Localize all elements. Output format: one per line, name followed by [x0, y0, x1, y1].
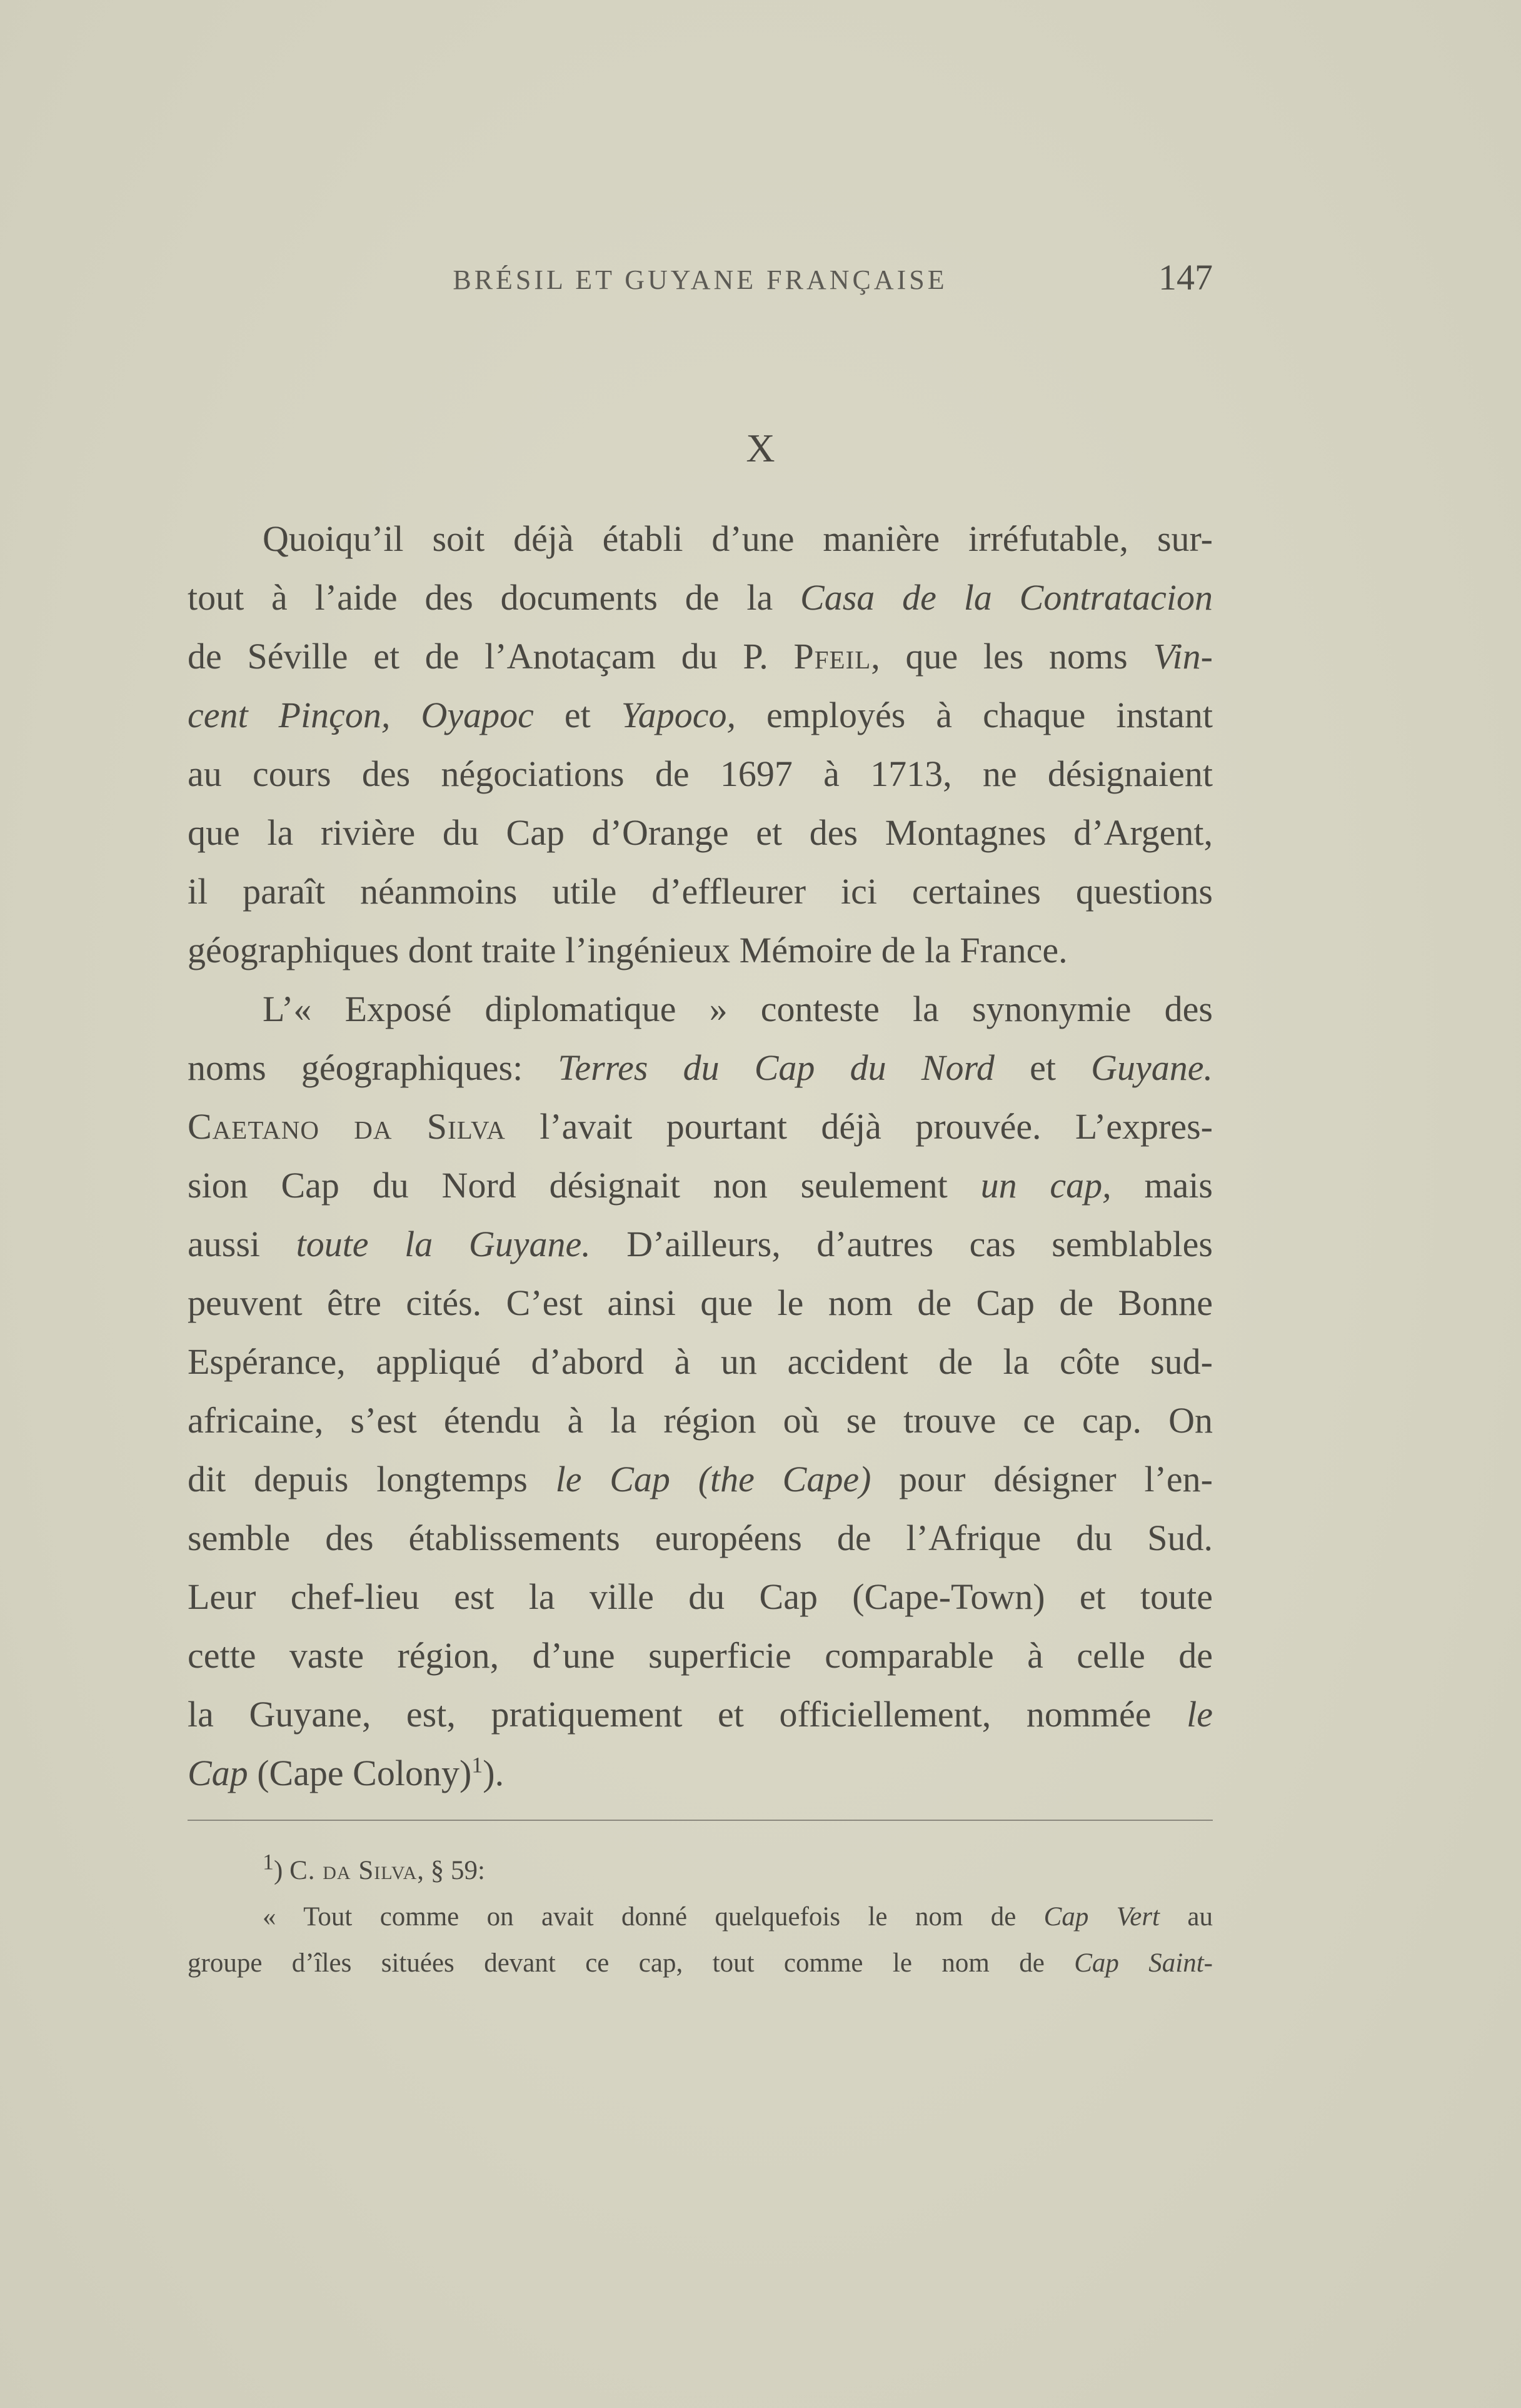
author-name: Caetano da Silva: [188, 1106, 506, 1147]
text-span: ).: [483, 1753, 504, 1793]
text-span: D’ailleurs, d’autres cas semblables: [590, 1224, 1213, 1264]
italic-span: Terres du Cap du Nord: [558, 1047, 995, 1088]
text-span: ): [274, 1856, 290, 1885]
text-line: [188, 921, 1213, 980]
text-span: noms géographiques:: [188, 1047, 558, 1088]
text-line: [188, 862, 1213, 921]
text-line: [188, 1039, 1213, 1097]
text-span: groupe d’îles situées devant ce cap, tout comme le nom de: [188, 1948, 1075, 1978]
footnote-line: [188, 1894, 1213, 1940]
italic-span: Vin-: [1153, 636, 1213, 677]
text-span: au cours des négociations de 1697 à 1713, ne désignaient: [188, 753, 1213, 794]
text-span: peuvent être cités. C’est ainsi que le nom de Cap de Bonne: [188, 1282, 1213, 1323]
text-line: [188, 1626, 1213, 1685]
text-line: [188, 980, 1213, 1039]
text-span: de Séville et de l’Anotaçam du P.: [188, 636, 794, 677]
text-span: L’« Exposé diplomatique » conteste la synonymie des: [263, 989, 1213, 1029]
text-span: mais: [1111, 1165, 1213, 1206]
footnote-rule: [188, 1820, 1213, 1821]
italic-span: Cap: [188, 1753, 248, 1793]
italic-span: cent Pinçon, Oyapoc: [188, 695, 534, 735]
running-header: [188, 256, 1213, 300]
footnote-ref: 1: [471, 1752, 483, 1778]
text-span: géographiques dont traite l’ingénieux Mémoire de la France.: [188, 930, 1068, 970]
text-span: il paraît néanmoins utile d’effleurer ici certaines questions: [188, 871, 1213, 912]
text-span: employés à chaque instant: [735, 695, 1213, 735]
text-line: [188, 510, 1213, 568]
text-span: sion Cap du Nord désignait non seulement: [188, 1165, 981, 1206]
text-line: [188, 568, 1213, 627]
text-line: [188, 1509, 1213, 1568]
text-line: [188, 1332, 1213, 1391]
text-span: et: [994, 1047, 1092, 1088]
text-line: [188, 745, 1213, 804]
footnotes: [188, 1848, 1213, 1987]
footnote-line: [188, 1848, 1213, 1894]
text-span: Leur chef-lieu est la ville du Cap (Cape-Town) et toute: [188, 1576, 1213, 1617]
chapter-number: X: [746, 426, 775, 470]
text-span: « Tout comme on avait donné quelquefois le nom de: [263, 1902, 1044, 1932]
text-span: et: [533, 695, 621, 735]
text-line: [188, 1450, 1213, 1509]
text-line: [188, 1097, 1213, 1156]
text-span: tout à l’aide des documents de la: [188, 577, 801, 618]
italic-span: un cap,: [980, 1165, 1112, 1206]
italic-span: le Cap (the Cape): [555, 1459, 871, 1499]
italic-span: Cap Saint-: [1074, 1948, 1213, 1978]
text-line: [188, 1156, 1213, 1215]
text-line: [188, 1215, 1213, 1274]
text-line: [188, 1685, 1213, 1744]
italic-span: le: [1187, 1694, 1213, 1735]
text-span: africaine, s’est étendu à la région où se trouve ce cap. On: [188, 1400, 1213, 1441]
text-span: semble des établissements européens de l’Afrique du Sud.: [188, 1518, 1213, 1558]
text-span: Espérance, appliqué d’abord à un accident de la côte sud-: [188, 1341, 1213, 1382]
text-span: au: [1160, 1902, 1213, 1932]
text-span: que la rivière du Cap d’Orange et des Montagnes d’Argent,: [188, 812, 1213, 853]
page-number: 147: [1158, 257, 1213, 298]
author-name: C. da Silva: [289, 1856, 418, 1885]
text-span: cette vaste région, d’une superficie comparable à celle de: [188, 1635, 1213, 1676]
text-span: , que les noms: [871, 636, 1153, 677]
text-line: [188, 804, 1213, 862]
text-line: [188, 627, 1213, 686]
footnote-mark: 1: [263, 1849, 274, 1875]
text-line: [188, 1568, 1213, 1626]
text-line: [188, 1274, 1213, 1332]
text-line: [188, 1744, 1213, 1803]
italic-span: Cap Vert: [1043, 1902, 1160, 1932]
italic-span: Yapoco,: [621, 695, 736, 735]
body-text: [188, 510, 1213, 1803]
text-span: l’avait pourtant déjà prouvée. L’expres-: [505, 1106, 1213, 1147]
text-span: (Cape Colony): [248, 1753, 472, 1793]
text-span: pour désigner l’en-: [871, 1459, 1213, 1499]
text-span: dit depuis longtemps: [188, 1459, 556, 1499]
footnote-line: [188, 1940, 1213, 1987]
text-span: Quoiqu’il soit déjà établi d’une manière irréfutable, sur-: [263, 518, 1213, 559]
text-span: , § 59:: [417, 1856, 485, 1885]
running-title: BRÉSIL ET GUYANE FRANÇAISE: [453, 264, 948, 295]
italic-span: Guyane.: [1091, 1047, 1213, 1088]
italic-span: toute la Guyane.: [296, 1224, 591, 1264]
text-line: [188, 1391, 1213, 1450]
text-span: aussi: [188, 1224, 296, 1264]
text-line: [188, 686, 1213, 745]
italic-span: Casa de la Contratacion: [800, 577, 1213, 618]
author-name: Pfeil: [793, 636, 871, 677]
text-span: la Guyane, est, pratiquement et officiellement, nommée: [188, 1694, 1187, 1735]
